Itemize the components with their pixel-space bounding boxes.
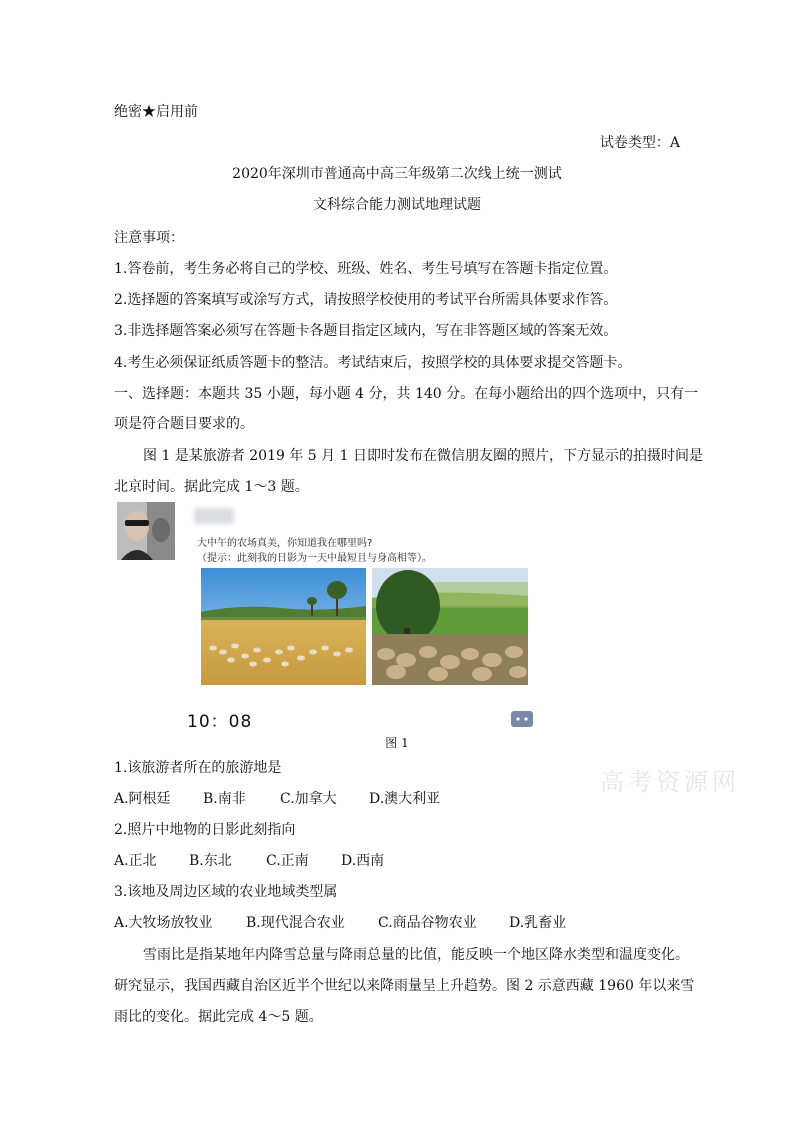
passage-text: 研究显示，我国西藏自治区近半个世纪以来降雨量呈上升趋势。图 2 示意西藏 1960 年以来雪 [114,978,695,994]
comment-icon [510,710,534,730]
post-text: （提示：此刻我的日影为一天中最短且与身高相等）。 [197,553,432,564]
option: B.现代混合农业 [246,915,345,931]
question-stem: 3.该地及周边区域的农业地域类型属 [114,884,338,900]
timestamp: 10：08 [187,712,253,732]
option: C.商品谷物农业 [378,915,477,931]
farm-photo-right [372,568,528,685]
notice-item: 1.答卷前，考生务必将自己的学校、班级、姓名、考生号填写在答题卡指定位置。 [114,261,618,277]
option: D.澳大利亚 [369,791,441,807]
option: C.加拿大 [280,791,337,807]
section-intro: 一、选择题：本题共 35 小题，每小题 4 分，共 140 分。在每小题给出的四个选项中，只有一 [114,386,699,402]
notice-item: 4.考生必须保证纸质答题卡的整洁。考试结束后，按照学校的具体要求提交答题卡。 [114,355,632,371]
option: D.西南 [341,853,385,869]
notice-item: 3.非选择题答案必须写在答题卡各题目指定区域内，写在非答题区域的答案无效。 [114,323,618,339]
watermark: 高考资源网 [600,768,740,796]
question-stem-intro: 北京时间。据此完成 1～3 题。 [114,479,309,495]
notice-item: 2.选择题的答案填写或涂写方式，请按照学校使用的考试平台所需具体要求作答。 [114,292,618,308]
question-stem-intro: 图 1 是某旅游者 2019 年 5 月 1 日即时发布在微信朋友圈的照片，下方显示的拍摄时间是 [143,448,703,464]
passage-text: 雨比的变化。据此完成 4～5 题。 [114,1009,323,1025]
option: B.南非 [203,791,246,807]
option: A.阿根廷 [114,791,171,807]
option: B.东北 [189,853,232,869]
exam-subtitle: 文科综合能力测试地理试题 [313,197,481,213]
section-intro: 项是符合题目要求的。 [114,416,254,432]
option: A.正北 [114,853,157,869]
post-text: 大中午的农场真美，你知道我在哪里吗? [197,538,373,549]
option: A.大牧场放牧业 [114,915,213,931]
question-stem: 1.该旅游者所在的旅游地是 [114,760,282,776]
figure-1 [114,502,534,732]
option: D.乳畜业 [509,915,567,931]
username-blurred [194,508,234,524]
farm-photo-left [201,568,366,685]
option: C.正南 [266,853,309,869]
question-stem: 2.照片中地物的日影此刻指向 [114,822,296,838]
passage-text: 雪雨比是指某地年内降雪总量与降雨总量的比值，能反映一个地区降水类型和温度变化。 [143,947,689,963]
exam-title: 2020年深圳市普通高中高三年级第二次线上统一测试 [232,166,562,182]
avatar [117,502,175,560]
paper-type-label: 试卷类型：A [599,135,680,151]
figure-caption: 图 1 [385,736,409,750]
confidential-label: 绝密★启用前 [114,104,198,120]
notices-heading: 注意事项： [114,230,184,246]
